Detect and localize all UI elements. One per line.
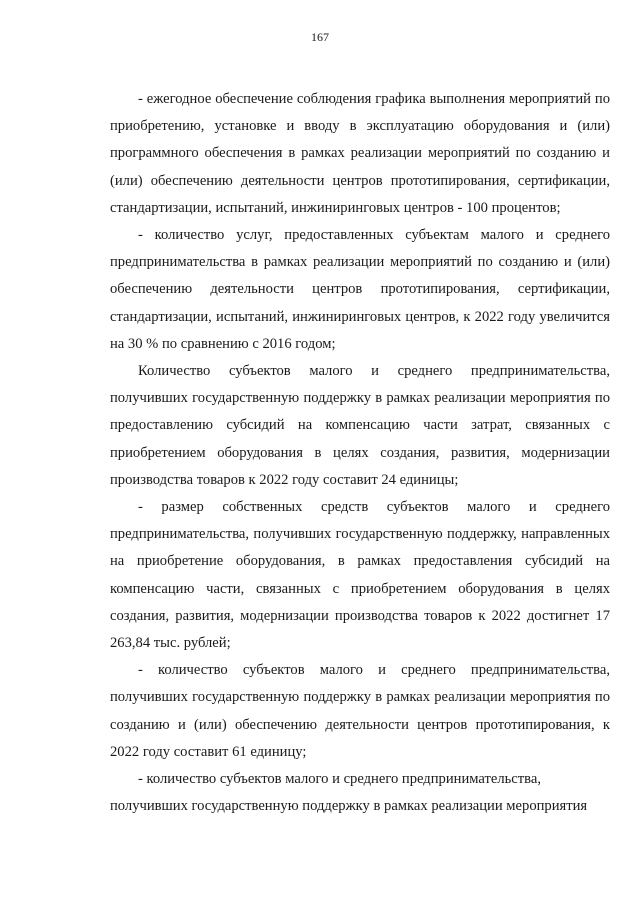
document-body — [110, 86, 610, 820]
paragraph-6: - количество субъектов малого и среднего предпринимательства, получивших государственную поддержку в рамках реализации мероприятия — [110, 771, 588, 815]
paragraph-3: Количество субъектов малого и среднего предпринимательства, получивших государственную поддержку в рамках реализации мероприятия по предоставлению субсидий на компенсацию части затрат, связанных с приобретением оборудования в целях создания, развития, модернизации производства товаров к 2022 году составит 24 единицы; — [110, 363, 610, 488]
paragraph-5: - количество субъектов малого и среднего предпринимательства, получивших государственную поддержку в рамках реализации мероприятия по созданию и (или) обеспечению деятельности центров прототипирования, к 2022 году составит 61 единицу; — [110, 662, 610, 760]
paragraph-1: - ежегодное обеспечение соблюдения графика выполнения мероприятий по приобретению, установке и вводу в эксплуатацию оборудования и (или) программного обеспечения в рамках реализации мероприятий по созданию и (или) обеспечению деятельности центров прототипирования, сертификации, стандартизации, испытаний, инжиниринговых центров - 100 процентов; — [110, 91, 610, 216]
paragraph-4: - размер собственных средств субъектов малого и среднего предпринимательства, получивших государственную поддержку, направленных на приобретение оборудования, в рамках предоставления субсидий на компенсацию части, связанных с приобретением оборудования в целях создания, развития, модернизации производства товаров к 2022 достигнет 17 263,84 тыс. рублей; — [110, 499, 610, 652]
page-number: 167 — [311, 30, 329, 44]
paragraph-2: - количество услуг, предоставленных субъектам малого и среднего предпринимательства в рамках реализации мероприятий по созданию и (или) обеспечению деятельности центров прототипирования, сертификации, стандартизации, испытаний, инжиниринговых центров, к 2022 году увеличится на 30 % по сравнению с 2016 годом; — [110, 227, 610, 352]
